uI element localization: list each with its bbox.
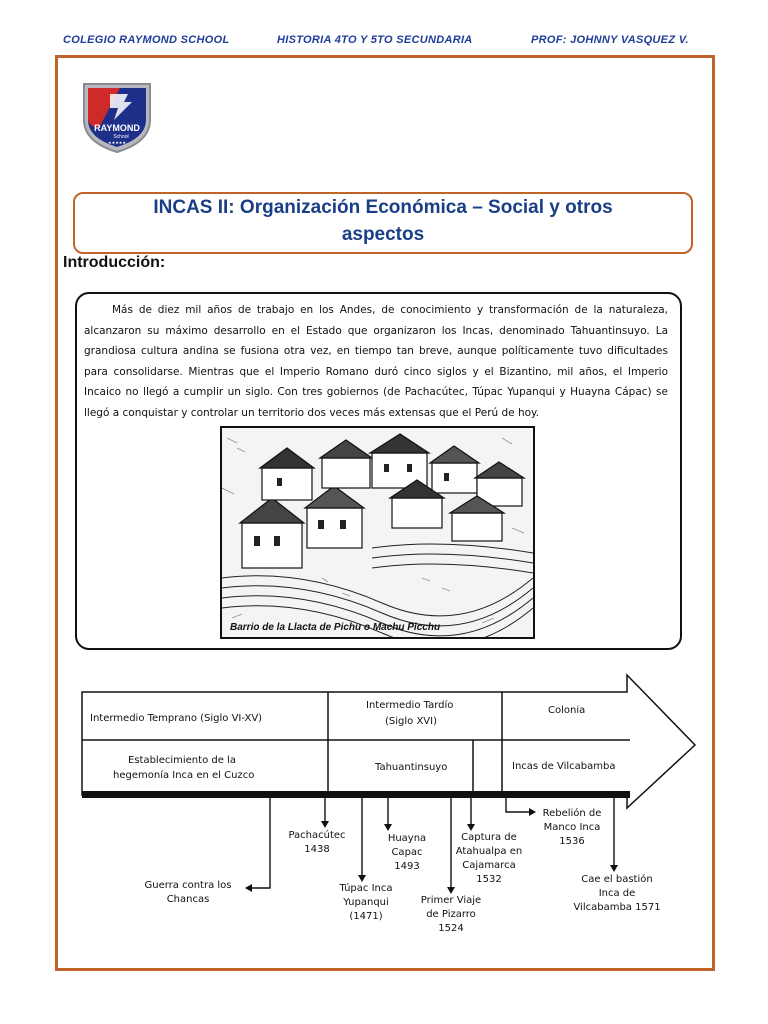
event-tupac-yupanqui: Túpac Inca Yupanqui (1471) bbox=[339, 883, 393, 922]
event-huayna-capac: Huayna Capac 1493 bbox=[387, 833, 427, 872]
header-school: COLEGIO RAYMOND SCHOOL bbox=[63, 34, 230, 46]
phase-tahuantinsuyo: Tahuantinsuyo bbox=[375, 762, 448, 773]
svg-text:RAYMOND: RAYMOND bbox=[94, 123, 140, 133]
intro-heading: Introducción: bbox=[63, 254, 166, 271]
event-manco-inca: Rebelión de Manco Inca 1536 bbox=[542, 808, 602, 847]
phase-establecimiento-1: Establecimiento de la bbox=[128, 755, 236, 766]
event-atahualpa: Captura de Atahualpa en Cajamarca 1532 bbox=[455, 832, 523, 885]
period-intermedio-temprano: Intermedio Temprano (Siglo VI-XV) bbox=[90, 713, 263, 724]
title-line-2: aspectos bbox=[341, 224, 425, 245]
period-intermedio-tardio-siglo: (Siglo XVI) bbox=[385, 716, 437, 727]
phase-establecimiento-2: hegemonía Inca en el Cuzco bbox=[113, 770, 255, 781]
svg-text:★★★★★: ★★★★★ bbox=[108, 140, 126, 145]
period-colonia: Colonia bbox=[548, 705, 586, 716]
phase-vilcabamba: Incas de Vilcabamba bbox=[512, 761, 616, 772]
header-course: HISTORIA 4TO Y 5TO SECUNDARIA bbox=[277, 34, 473, 46]
period-intermedio-tardio: Intermedio Tardío bbox=[366, 700, 454, 711]
event-chancas: Guerra contra los Chancas bbox=[144, 880, 232, 905]
intro-text: Más de diez mil años de trabajo en los Andes, de conocimiento y transformación de la naturaleza, alcanzaron su máximo desarrollo en el Estado que organizaron los Incas, denominado Tahuantinsuyo. La grandiosa cultura andina se fusiona otra vez, en tiempo tan breve, aunque políticamente tuvo dificultades para consolidarse. Mientras que el Imperio Romano duró cinco siglos y el Bizantino, mil años, el Imperio Incaico no llegó a cumplir un siglo. Con tres gobiernos (de Pachacútec, Túpac Yupanqui y Huayna Cápac) se llegó a conquistar y controlar un territorio dos veces más extensas que el Perú de hoy. bbox=[84, 304, 668, 419]
header-teacher: PROF: JOHNNY VASQUEZ V. bbox=[531, 34, 689, 46]
event-vilcabamba: Cae el bastión Inca de Vilcabamba 1571 bbox=[573, 874, 661, 913]
event-pizarro: Primer Viaje de Pizarro 1524 bbox=[420, 895, 482, 934]
image-caption: Barrio de la Llacta de Pichu o Machu Picchu bbox=[230, 622, 441, 633]
title-line-1: INCAS II: Organización Económica – Social y otros bbox=[153, 197, 613, 218]
event-pachacutec: Pachacútec 1438 bbox=[288, 830, 346, 855]
svg-text:School: School bbox=[113, 134, 129, 140]
